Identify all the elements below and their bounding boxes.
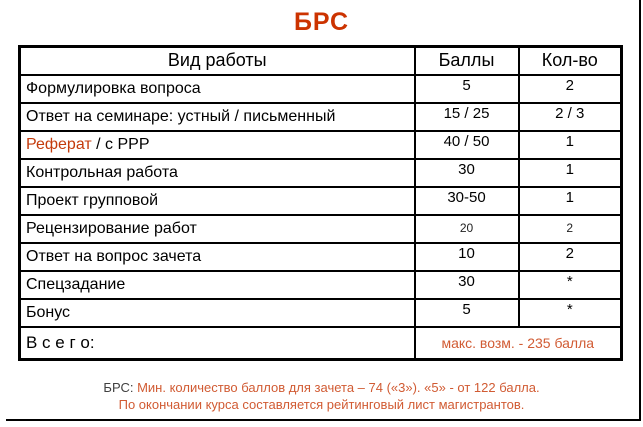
count-cell: * [519, 271, 622, 299]
footer-prefix: БРС: [103, 380, 134, 395]
table-row [20, 159, 622, 187]
work-type-cell: Ответ на вопрос зачета [20, 243, 415, 271]
work-type-cell: Рецензирование работ [20, 215, 415, 243]
points-cell: 30 [415, 271, 519, 299]
table-row [20, 131, 622, 159]
col-header-points: Баллы [415, 47, 519, 75]
table-row [20, 103, 622, 131]
count-cell: * [519, 299, 622, 327]
col-header-count: Кол-во [519, 47, 622, 75]
footer-line-2: По окончании курса составляется рейтинговый лист магистрантов. [118, 397, 525, 412]
table-row [20, 215, 622, 243]
count-cell: 2 / 3 [519, 103, 622, 131]
points-cell: 30-50 [415, 187, 519, 215]
footer-line-1-text: Мин. количество баллов для зачета – 74 («3»). «5» - от 122 балла. [137, 380, 540, 395]
work-type-rest: / с PPP [91, 135, 150, 153]
table-header-row [20, 47, 622, 75]
points-cell: 10 [415, 243, 519, 271]
page-title: БРС [293, 8, 350, 36]
work-type-cell: Спецзадание [20, 271, 415, 299]
points-cell: 5 [415, 75, 519, 103]
count-cell: 1 [519, 159, 622, 187]
count-cell: 2 [519, 215, 622, 243]
table-row [20, 187, 622, 215]
work-type-cell: Ответ на семинаре: устный / письменный [20, 103, 415, 131]
brs-table [18, 45, 623, 361]
work-type-highlight: Реферат [26, 135, 92, 153]
work-type-cell: Контрольная работа [20, 159, 415, 187]
points-cell: 15 / 25 [415, 103, 519, 131]
points-cell: 30 [415, 159, 519, 187]
points-cell: 20 [415, 215, 519, 243]
work-type-cell [20, 131, 415, 159]
points-cell: 5 [415, 299, 519, 327]
points-cell: 40 / 50 [415, 131, 519, 159]
total-label: В с е г о: [20, 327, 415, 360]
footer-line-1 [0, 379, 643, 396]
total-row [20, 327, 622, 360]
count-cell: 2 [519, 75, 622, 103]
table-row [20, 271, 622, 299]
count-cell: 1 [519, 187, 622, 215]
slide-right-border [639, 0, 641, 421]
total-value: макс. возм. - 235 балла [415, 327, 622, 360]
table-row [20, 75, 622, 103]
table-row [20, 243, 622, 271]
count-cell: 2 [519, 243, 622, 271]
col-header-work: Вид работы [20, 47, 415, 75]
table-row [20, 299, 622, 327]
work-type-cell: Формулировка вопроса [20, 75, 415, 103]
work-type-cell: Проект групповой [20, 187, 415, 215]
work-type-cell: Бонус [20, 299, 415, 327]
count-cell: 1 [519, 131, 622, 159]
footer-note [0, 379, 643, 413]
slide-bottom-border [6, 419, 641, 421]
